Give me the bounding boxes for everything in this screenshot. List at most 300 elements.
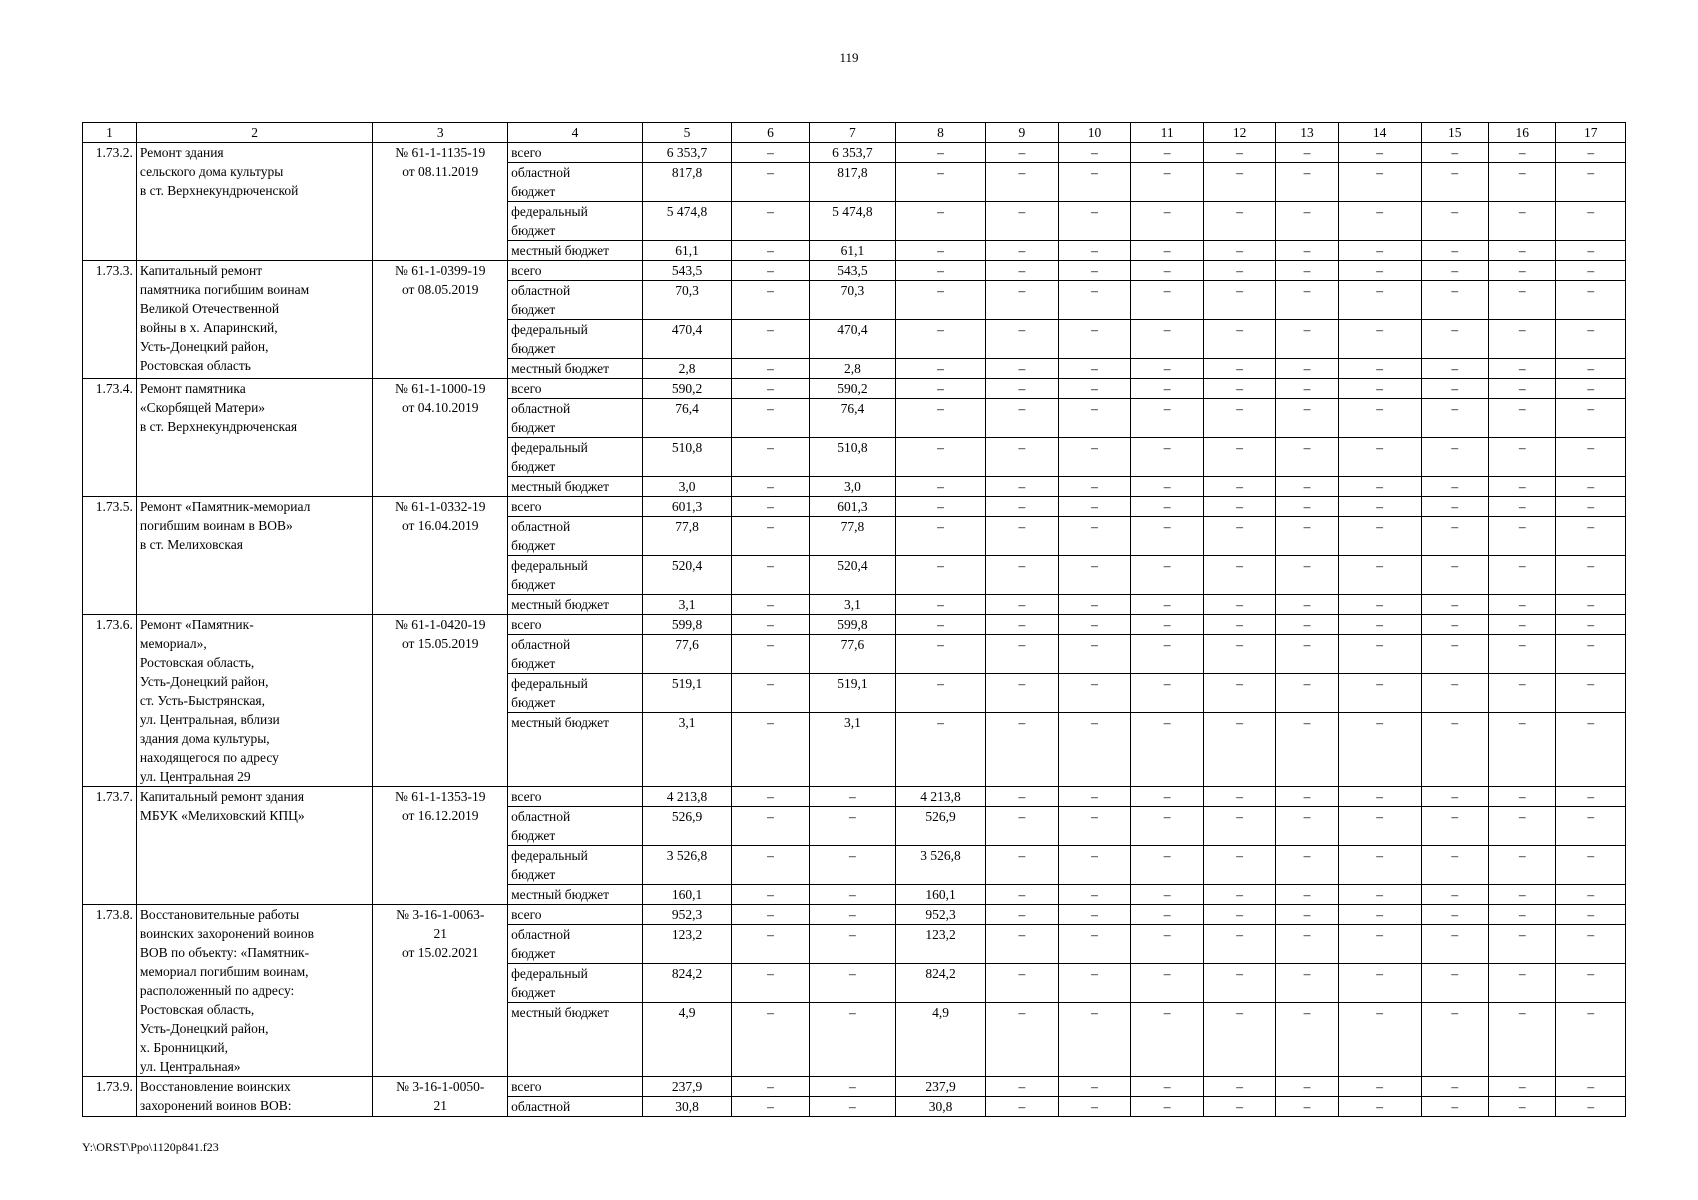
value-col-7: – xyxy=(809,925,895,964)
value-col-8: – xyxy=(895,281,985,320)
value-col-12: – xyxy=(1203,143,1276,163)
funding-table xyxy=(82,122,1626,1117)
value-col-15: – xyxy=(1421,807,1488,846)
value-col-9: – xyxy=(986,556,1059,595)
item-name: Ремонт памятника «Скорбящей Матери» в ст. Верхнекундрюченская xyxy=(136,379,372,497)
value-col-16: – xyxy=(1489,477,1556,497)
value-col-7: – xyxy=(809,1003,895,1077)
funding-source: областной бюджет xyxy=(508,635,643,674)
value-col-17: – xyxy=(1556,925,1626,964)
value-col-8: – xyxy=(895,143,985,163)
funding-source: местный бюджет xyxy=(508,359,643,379)
value-col-13: – xyxy=(1276,556,1338,595)
value-col-6: – xyxy=(732,438,810,477)
value-col-10: – xyxy=(1058,438,1131,477)
value-col-17: – xyxy=(1556,281,1626,320)
value-col-13: – xyxy=(1276,1003,1338,1077)
value-col-13: – xyxy=(1276,807,1338,846)
value-col-11: – xyxy=(1131,261,1204,281)
value-col-5: 3,0 xyxy=(642,477,731,497)
value-col-7: 61,1 xyxy=(809,241,895,261)
value-col-7: 3,1 xyxy=(809,595,895,615)
funding-source: местный бюджет xyxy=(508,241,643,261)
value-col-12: – xyxy=(1203,281,1276,320)
value-col-13: – xyxy=(1276,964,1338,1003)
value-col-7: 2,8 xyxy=(809,359,895,379)
value-col-7: – xyxy=(809,846,895,885)
value-col-17: – xyxy=(1556,615,1626,635)
value-col-15: – xyxy=(1421,143,1488,163)
value-col-9: – xyxy=(986,320,1059,359)
value-col-17: – xyxy=(1556,477,1626,497)
value-col-5: 590,2 xyxy=(642,379,731,399)
document-number: № 61-1-0420-19 от 15.05.2019 xyxy=(373,615,508,787)
value-col-12: – xyxy=(1203,713,1276,787)
value-col-16: – xyxy=(1489,1003,1556,1077)
value-col-5: 123,2 xyxy=(642,925,731,964)
column-header: 8 xyxy=(895,123,985,143)
value-col-5: 160,1 xyxy=(642,885,731,905)
column-header: 1 xyxy=(83,123,137,143)
value-col-13: – xyxy=(1276,674,1338,713)
value-col-11: – xyxy=(1131,517,1204,556)
funding-source: всего xyxy=(508,905,643,925)
value-col-5: 76,4 xyxy=(642,399,731,438)
value-col-14: – xyxy=(1338,1097,1421,1117)
value-col-10: – xyxy=(1058,477,1131,497)
value-col-15: – xyxy=(1421,517,1488,556)
value-col-17: – xyxy=(1556,787,1626,807)
value-col-15: – xyxy=(1421,202,1488,241)
value-col-5: 599,8 xyxy=(642,615,731,635)
value-col-17: – xyxy=(1556,241,1626,261)
value-col-8: – xyxy=(895,438,985,477)
value-col-9: – xyxy=(986,885,1059,905)
item-number: 1.73.8. xyxy=(83,905,137,1077)
value-col-14: – xyxy=(1338,905,1421,925)
value-col-11: – xyxy=(1131,399,1204,438)
value-col-14: – xyxy=(1338,202,1421,241)
value-col-9: – xyxy=(986,438,1059,477)
value-col-15: – xyxy=(1421,163,1488,202)
value-col-6: – xyxy=(732,635,810,674)
item-number: 1.73.5. xyxy=(83,497,137,615)
value-col-16: – xyxy=(1489,556,1556,595)
value-col-5: 77,6 xyxy=(642,635,731,674)
value-col-12: – xyxy=(1203,674,1276,713)
value-col-9: – xyxy=(986,925,1059,964)
column-header: 5 xyxy=(642,123,731,143)
value-col-17: – xyxy=(1556,846,1626,885)
value-col-14: – xyxy=(1338,1003,1421,1077)
value-col-8: – xyxy=(895,517,985,556)
value-col-16: – xyxy=(1489,202,1556,241)
value-col-15: – xyxy=(1421,595,1488,615)
value-col-10: – xyxy=(1058,635,1131,674)
value-col-6: – xyxy=(732,320,810,359)
value-col-15: – xyxy=(1421,787,1488,807)
value-col-16: – xyxy=(1489,713,1556,787)
value-col-10: – xyxy=(1058,202,1131,241)
funding-source: всего xyxy=(508,1077,643,1097)
value-col-8: – xyxy=(895,674,985,713)
value-col-14: – xyxy=(1338,595,1421,615)
value-col-11: – xyxy=(1131,438,1204,477)
value-col-7: 470,4 xyxy=(809,320,895,359)
funding-source: областной бюджет xyxy=(508,925,643,964)
value-col-13: – xyxy=(1276,261,1338,281)
value-col-13: – xyxy=(1276,615,1338,635)
value-col-10: – xyxy=(1058,885,1131,905)
value-col-8: – xyxy=(895,399,985,438)
value-col-14: – xyxy=(1338,379,1421,399)
table-row xyxy=(83,379,1626,399)
value-col-7: 601,3 xyxy=(809,497,895,517)
document-number: № 61-1-0332-19 от 16.04.2019 xyxy=(373,497,508,615)
value-col-11: – xyxy=(1131,241,1204,261)
value-col-7: 77,8 xyxy=(809,517,895,556)
value-col-15: – xyxy=(1421,925,1488,964)
value-col-9: – xyxy=(986,1077,1059,1097)
value-col-17: – xyxy=(1556,905,1626,925)
value-col-12: – xyxy=(1203,241,1276,261)
value-col-5: 4 213,8 xyxy=(642,787,731,807)
value-col-11: – xyxy=(1131,787,1204,807)
value-col-15: – xyxy=(1421,399,1488,438)
value-col-16: – xyxy=(1489,261,1556,281)
value-col-8: – xyxy=(895,615,985,635)
value-col-6: – xyxy=(732,885,810,905)
value-col-15: – xyxy=(1421,964,1488,1003)
value-col-17: – xyxy=(1556,320,1626,359)
funding-source: местный бюджет xyxy=(508,885,643,905)
item-name: Восстановление воинских захоронений воинов ВОВ: xyxy=(136,1077,372,1117)
value-col-15: – xyxy=(1421,905,1488,925)
value-col-12: – xyxy=(1203,399,1276,438)
value-col-15: – xyxy=(1421,438,1488,477)
value-col-17: – xyxy=(1556,497,1626,517)
item-number: 1.73.9. xyxy=(83,1077,137,1117)
value-col-8: 123,2 xyxy=(895,925,985,964)
value-col-9: – xyxy=(986,595,1059,615)
value-col-11: – xyxy=(1131,905,1204,925)
value-col-7: – xyxy=(809,807,895,846)
value-col-17: – xyxy=(1556,713,1626,787)
value-col-11: – xyxy=(1131,497,1204,517)
value-col-13: – xyxy=(1276,713,1338,787)
value-col-7: – xyxy=(809,905,895,925)
value-col-7: 520,4 xyxy=(809,556,895,595)
value-col-9: – xyxy=(986,497,1059,517)
value-col-6: – xyxy=(732,1077,810,1097)
value-col-9: – xyxy=(986,477,1059,497)
value-col-17: – xyxy=(1556,1077,1626,1097)
value-col-8: 824,2 xyxy=(895,964,985,1003)
value-col-7: 6 353,7 xyxy=(809,143,895,163)
table-row xyxy=(83,1077,1626,1097)
value-col-15: – xyxy=(1421,497,1488,517)
value-col-12: – xyxy=(1203,1003,1276,1077)
value-col-16: – xyxy=(1489,320,1556,359)
item-number: 1.73.4. xyxy=(83,379,137,497)
table-row xyxy=(83,261,1626,281)
value-col-16: – xyxy=(1489,674,1556,713)
value-col-8: 4,9 xyxy=(895,1003,985,1077)
value-col-8: 3 526,8 xyxy=(895,846,985,885)
value-col-8: – xyxy=(895,320,985,359)
value-col-5: 61,1 xyxy=(642,241,731,261)
value-col-13: – xyxy=(1276,595,1338,615)
value-col-13: – xyxy=(1276,399,1338,438)
value-col-8: – xyxy=(895,595,985,615)
funding-source: федеральный бюджет xyxy=(508,674,643,713)
value-col-7: 5 474,8 xyxy=(809,202,895,241)
funding-source: федеральный бюджет xyxy=(508,964,643,1003)
value-col-13: – xyxy=(1276,846,1338,885)
value-col-5: 510,8 xyxy=(642,438,731,477)
value-col-5: 601,3 xyxy=(642,497,731,517)
value-col-11: – xyxy=(1131,281,1204,320)
funding-source: всего xyxy=(508,615,643,635)
value-col-6: – xyxy=(732,905,810,925)
value-col-12: – xyxy=(1203,320,1276,359)
item-number: 1.73.7. xyxy=(83,787,137,905)
value-col-10: – xyxy=(1058,905,1131,925)
value-col-13: – xyxy=(1276,477,1338,497)
item-number: 1.73.3. xyxy=(83,261,137,379)
value-col-12: – xyxy=(1203,517,1276,556)
value-col-12: – xyxy=(1203,635,1276,674)
value-col-13: – xyxy=(1276,241,1338,261)
value-col-6: – xyxy=(732,281,810,320)
table-row xyxy=(83,905,1626,925)
value-col-14: – xyxy=(1338,517,1421,556)
value-col-6: – xyxy=(732,497,810,517)
value-col-5: 70,3 xyxy=(642,281,731,320)
value-col-7: 519,1 xyxy=(809,674,895,713)
value-col-16: – xyxy=(1489,163,1556,202)
value-col-12: – xyxy=(1203,595,1276,615)
value-col-12: – xyxy=(1203,807,1276,846)
item-name: Капитальный ремонт памятника погибшим воинам Великой Отечественной войны в х. Апаринский, Усть-Донецкий район, Ростовская область xyxy=(136,261,372,379)
value-col-5: 519,1 xyxy=(642,674,731,713)
value-col-15: – xyxy=(1421,477,1488,497)
item-name: Ремонт «Памятник- мемориал», Ростовская область, Усть-Донецкий район, ст. Усть-Быстрянская, ул. Центральная, вблизи здания дома культуры, находящегося по адресу ул. Центральная 29 xyxy=(136,615,372,787)
item-name: Ремонт здания сельского дома культуры в ст. Верхнекундрюченской xyxy=(136,143,372,261)
value-col-17: – xyxy=(1556,807,1626,846)
value-col-10: – xyxy=(1058,807,1131,846)
value-col-10: – xyxy=(1058,163,1131,202)
value-col-14: – xyxy=(1338,320,1421,359)
column-header: 4 xyxy=(508,123,643,143)
value-col-12: – xyxy=(1203,1077,1276,1097)
column-header: 16 xyxy=(1489,123,1556,143)
value-col-5: 2,8 xyxy=(642,359,731,379)
value-col-15: – xyxy=(1421,615,1488,635)
funding-source: областной бюджет xyxy=(508,517,643,556)
value-col-6: – xyxy=(732,674,810,713)
value-col-11: – xyxy=(1131,1077,1204,1097)
value-col-13: – xyxy=(1276,379,1338,399)
value-col-12: – xyxy=(1203,964,1276,1003)
value-col-15: – xyxy=(1421,241,1488,261)
value-col-14: – xyxy=(1338,846,1421,885)
value-col-17: – xyxy=(1556,1097,1626,1117)
funding-source: областной бюджет xyxy=(508,807,643,846)
value-col-8: 952,3 xyxy=(895,905,985,925)
value-col-17: – xyxy=(1556,163,1626,202)
value-col-16: – xyxy=(1489,595,1556,615)
value-col-8: – xyxy=(895,477,985,497)
value-col-6: – xyxy=(732,359,810,379)
value-col-13: – xyxy=(1276,359,1338,379)
value-col-13: – xyxy=(1276,1097,1338,1117)
value-col-14: – xyxy=(1338,281,1421,320)
value-col-5: 470,4 xyxy=(642,320,731,359)
value-col-13: – xyxy=(1276,905,1338,925)
column-header: 11 xyxy=(1131,123,1204,143)
value-col-17: – xyxy=(1556,359,1626,379)
column-header: 2 xyxy=(136,123,372,143)
value-col-13: – xyxy=(1276,885,1338,905)
value-col-12: – xyxy=(1203,846,1276,885)
funding-source: федеральный бюджет xyxy=(508,846,643,885)
value-col-15: – xyxy=(1421,846,1488,885)
value-col-9: – xyxy=(986,713,1059,787)
value-col-5: 237,9 xyxy=(642,1077,731,1097)
value-col-15: – xyxy=(1421,635,1488,674)
value-col-16: – xyxy=(1489,438,1556,477)
value-col-8: – xyxy=(895,163,985,202)
value-col-16: – xyxy=(1489,379,1556,399)
value-col-10: – xyxy=(1058,320,1131,359)
value-col-6: – xyxy=(732,807,810,846)
funding-source: областной бюджет xyxy=(508,163,643,202)
value-col-9: – xyxy=(986,379,1059,399)
value-col-12: – xyxy=(1203,497,1276,517)
value-col-12: – xyxy=(1203,477,1276,497)
value-col-17: – xyxy=(1556,202,1626,241)
value-col-17: – xyxy=(1556,964,1626,1003)
table-row xyxy=(83,615,1626,635)
value-col-13: – xyxy=(1276,517,1338,556)
value-col-12: – xyxy=(1203,261,1276,281)
value-col-5: 543,5 xyxy=(642,261,731,281)
value-col-16: – xyxy=(1489,964,1556,1003)
value-col-16: – xyxy=(1489,1097,1556,1117)
value-col-16: – xyxy=(1489,143,1556,163)
value-col-14: – xyxy=(1338,359,1421,379)
value-col-17: – xyxy=(1556,517,1626,556)
value-col-7: 599,8 xyxy=(809,615,895,635)
value-col-11: – xyxy=(1131,925,1204,964)
value-col-17: – xyxy=(1556,143,1626,163)
value-col-12: – xyxy=(1203,885,1276,905)
value-col-7: – xyxy=(809,1077,895,1097)
item-name: Капитальный ремонт здания МБУК «Мелиховский КПЦ» xyxy=(136,787,372,905)
value-col-5: 3,1 xyxy=(642,713,731,787)
value-col-7: 817,8 xyxy=(809,163,895,202)
funding-source: всего xyxy=(508,497,643,517)
value-col-16: – xyxy=(1489,241,1556,261)
value-col-11: – xyxy=(1131,359,1204,379)
value-col-17: – xyxy=(1556,595,1626,615)
value-col-5: 3,1 xyxy=(642,595,731,615)
table-row xyxy=(83,143,1626,163)
value-col-5: 824,2 xyxy=(642,964,731,1003)
value-col-9: – xyxy=(986,281,1059,320)
value-col-10: – xyxy=(1058,925,1131,964)
value-col-14: – xyxy=(1338,261,1421,281)
value-col-16: – xyxy=(1489,517,1556,556)
value-col-9: – xyxy=(986,359,1059,379)
value-col-9: – xyxy=(986,399,1059,438)
value-col-10: – xyxy=(1058,281,1131,320)
value-col-16: – xyxy=(1489,359,1556,379)
value-col-8: – xyxy=(895,379,985,399)
value-col-13: – xyxy=(1276,1077,1338,1097)
value-col-13: – xyxy=(1276,143,1338,163)
value-col-15: – xyxy=(1421,379,1488,399)
value-col-14: – xyxy=(1338,615,1421,635)
value-col-5: 817,8 xyxy=(642,163,731,202)
value-col-8: – xyxy=(895,497,985,517)
value-col-12: – xyxy=(1203,787,1276,807)
value-col-6: – xyxy=(732,964,810,1003)
value-col-14: – xyxy=(1338,438,1421,477)
value-col-10: – xyxy=(1058,615,1131,635)
value-col-10: – xyxy=(1058,241,1131,261)
value-col-11: – xyxy=(1131,846,1204,885)
value-col-9: – xyxy=(986,1003,1059,1077)
value-col-13: – xyxy=(1276,635,1338,674)
funding-source: всего xyxy=(508,379,643,399)
table-body xyxy=(83,123,1626,1117)
value-col-11: – xyxy=(1131,713,1204,787)
value-col-15: – xyxy=(1421,1097,1488,1117)
column-header: 9 xyxy=(986,123,1059,143)
table-row xyxy=(83,497,1626,517)
value-col-14: – xyxy=(1338,556,1421,595)
value-col-16: – xyxy=(1489,846,1556,885)
document-number: № 3-16-1-0050- 21 xyxy=(373,1077,508,1117)
column-header: 13 xyxy=(1276,123,1338,143)
value-col-6: – xyxy=(732,399,810,438)
value-col-15: – xyxy=(1421,261,1488,281)
value-col-12: – xyxy=(1203,1097,1276,1117)
value-col-10: – xyxy=(1058,497,1131,517)
value-col-7: 3,0 xyxy=(809,477,895,497)
value-col-5: 4,9 xyxy=(642,1003,731,1077)
value-col-6: – xyxy=(732,517,810,556)
value-col-6: – xyxy=(732,595,810,615)
value-col-9: – xyxy=(986,846,1059,885)
value-col-17: – xyxy=(1556,399,1626,438)
value-col-10: – xyxy=(1058,399,1131,438)
value-col-11: – xyxy=(1131,320,1204,359)
value-col-5: 5 474,8 xyxy=(642,202,731,241)
funding-source: федеральный бюджет xyxy=(508,202,643,241)
value-col-13: – xyxy=(1276,787,1338,807)
item-name: Восстановительные работы воинских захоронений воинов ВОВ по объекту: «Памятник- мемориал погибшим воинам, расположенный по адресу: Ростовская область, Усть-Донецкий район, х. Бронницкий, ул. Центральная» xyxy=(136,905,372,1077)
value-col-13: – xyxy=(1276,163,1338,202)
funding-source: федеральный бюджет xyxy=(508,556,643,595)
document-number: № 61-1-0399-19 от 08.05.2019 xyxy=(373,261,508,379)
funding-source: местный бюджет xyxy=(508,595,643,615)
value-col-10: – xyxy=(1058,556,1131,595)
value-col-10: – xyxy=(1058,964,1131,1003)
column-header: 17 xyxy=(1556,123,1626,143)
